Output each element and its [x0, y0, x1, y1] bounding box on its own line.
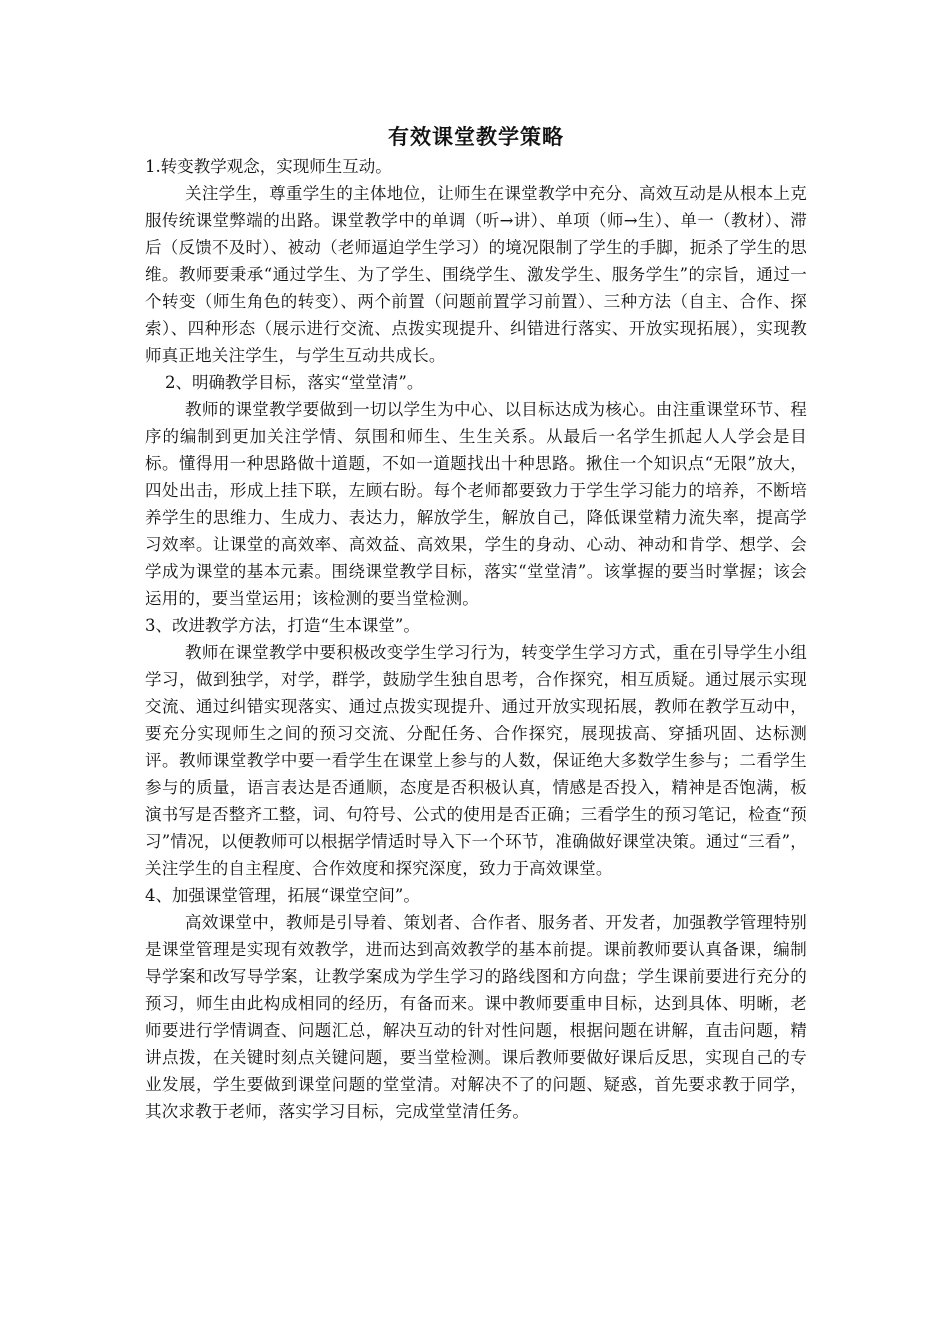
- section-1: [145, 153, 807, 369]
- document-body: [145, 121, 807, 1125]
- section-paragraph: 教师的课堂教学要做到一切以学生为中心、以目标达成为核心。由注重课堂环节、程序的编制到更加关注学情、氛围和师生、生生关系。从最后一名学生抓起人人学会是目标。懂得用一种思路做十道题，不如一道题找出十种思路。揪住一个知识点“无限”放大，四处出击，形成上挂下联，左顾右盼。每个老师都要致力于学生学习能力的培养，不断培养学生的思维力、生成力、表达力，解放学生，解放自己，降低课堂精力流失率，提高学习效率。让课堂的高效率、高效益、高效果，学生的身动、心动、神动和肯学、想学、会学成为课堂的基本元素。围绕课堂教学目标，落实“堂堂清”。该掌握的要当时掌握；该会运用的，要当堂运用；该检测的要当堂检测。: [145, 400, 807, 608]
- section-heading: 4、加强课堂管理，拓展“课堂空间”。: [145, 886, 420, 905]
- document-title: 有效课堂教学策略: [388, 125, 564, 149]
- section-heading: 1.转变教学观念，实现师生互动。: [145, 157, 392, 176]
- section-heading: 3、改进教学方法，打造“生本课堂”。: [145, 616, 420, 635]
- section-paragraph: 关注学生，尊重学生的主体地位，让师生在课堂教学中充分、高效互动是从根本上克服传统课堂弊端的出路。课堂教学中的单调（听→讲）、单项（师→生）、单一（教材）、滞后（反馈不及时）、被动（老师逼迫学生学习）的境况限制了学生的手脚，扼杀了学生的思维。教师要秉承“通过学生、为了学生、围绕学生、激发学生、服务学生”的宗旨，通过一个转变（师生角色的转变）、两个前置（问题前置学习前置）、三种方法（自主、合作、探索）、四种形态（展示进行交流、点拨实现提升、纠错进行落实、开放实现拓展），实现教师真正地关注学生，与学生互动共成长。: [145, 184, 807, 365]
- section-paragraph: 教师在课堂教学中要积极改变学生学习行为，转变学生学习方式，重在引导学生小组学习，做到独学，对学，群学，鼓励学生独自思考，合作探究，相互质疑。通过展示实现交流、通过纠错实现落实、通过点拨实现提升、通过开放实现拓展，教师在教学互动中，要充分实现师生之间的预习交流、分配任务、合作探究，展现拔高、穿插巩固、达标测评。教师课堂教学中要一看学生在课堂上参与的人数，保证绝大多数学生参与；二看学生参与的质量，语言表达是否通顺，态度是否积极认真，情感是否投入，精神是否饱满，板演书写是否整齐工整，词、句符号、公式的使用是否正确；三看学生的预习笔记，检查“预习”情况，以便教师可以根据学情适时导入下一个环节，准确做好课堂决策。通过“三看”，关注学生的自主程度、合作效度和探究深度，致力于高效课堂。: [145, 643, 807, 878]
- section-heading: 2、明确教学目标，落实“堂堂清”。: [165, 373, 424, 392]
- section-3: [145, 612, 807, 882]
- section-4: [145, 882, 807, 1125]
- section-paragraph: 高效课堂中，教师是引导着、策划者、合作者、服务者、开发者，加强教学管理特别是课堂管理是实现有效教学，进而达到高效教学的基本前提。课前教师要认真备课，编制导学案和改写导学案，让教学案成为学生学习的路线图和方向盘；学生课前要进行充分的预习，师生由此构成相同的经历，有备而来。课中教师要重申目标，达到具体、明晰，老师要进行学情调查、问题汇总，解决互动的针对性问题，根据问题在讲解，直击问题，精讲点拨，在关键时刻点关键问题，要当堂检测。课后教师要做好课后反思，实现自己的专业发展，学生要做到课堂问题的堂堂清。对解决不了的问题、疑惑，首先要求教于同学，其次求教于老师，落实学习目标，完成堂堂清任务。: [145, 913, 807, 1121]
- section-2: [145, 369, 807, 612]
